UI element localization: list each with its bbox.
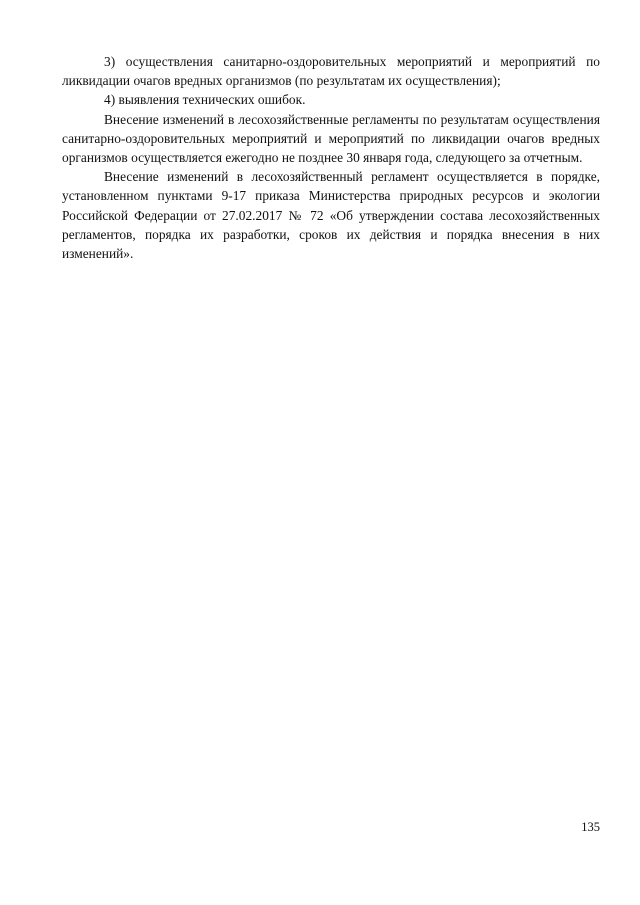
document-body xyxy=(62,52,600,263)
paragraph-item-3: 3) осуществления санитарно-оздоровительных мероприятий и мероприятий по ликвидации очагов вредных организмов (по результатам их осуществления); xyxy=(62,54,600,89)
paragraph-item-4: 4) выявления технических ошибок. xyxy=(104,92,306,108)
page-number: 135 xyxy=(581,820,600,834)
paragraph-changes-schedule: Внесение изменений в лесохозяйственные регламенты по результатам осуществления санитарно-оздоровительных мероприятий и мероприятий по ликвидации очагов вредных организмов осуществляется ежегодно не позднее 30 января года, следующего за отчетным. xyxy=(62,111,600,166)
paragraph-changes-procedure: Внесение изменений в лесохозяйственный регламент осуществляется в порядке, установленном пунктами 9-17 приказа Министерства природных ресурсов и экологии Российской Федерации от 27.02.2017 № 72 «Об утверждении состава лесохозяйственных регламентов, порядка их разработки, сроков их действия и порядка внесения в них изменений». xyxy=(62,169,600,262)
